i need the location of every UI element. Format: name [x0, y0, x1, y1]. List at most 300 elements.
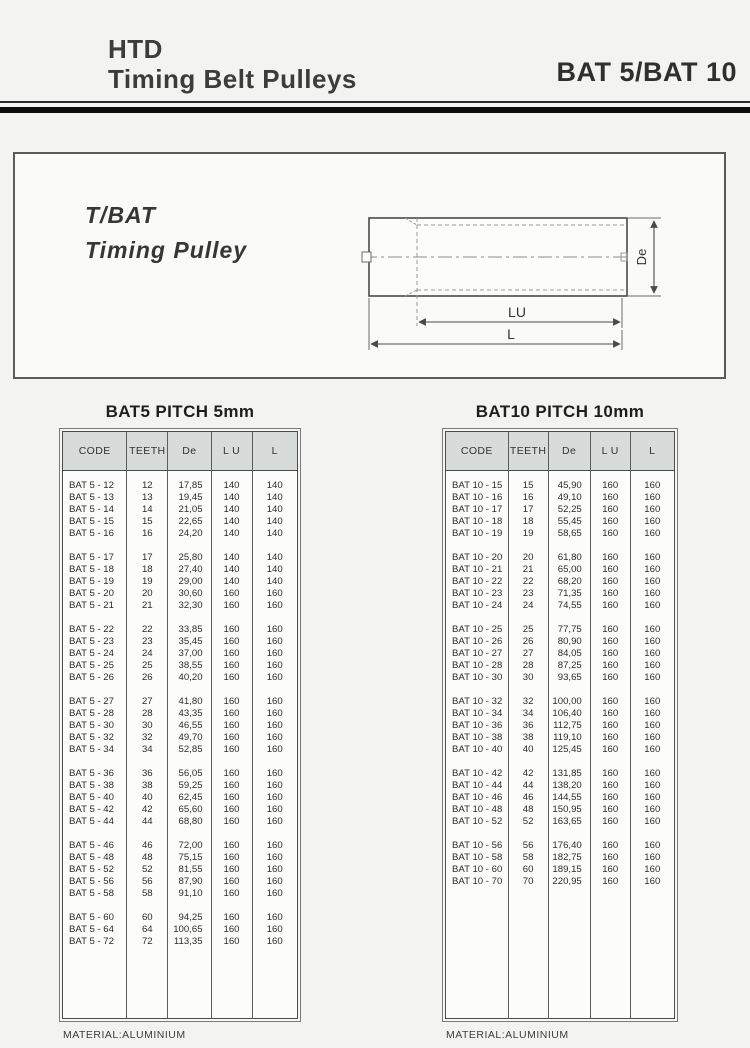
cell: BAT 5 - 48 [63, 852, 127, 864]
cell: BAT 5 - 44 [63, 816, 127, 828]
table-row [446, 564, 674, 576]
cell: BAT 5 - 52 [63, 864, 127, 876]
cell: BAT 5 - 22 [63, 624, 127, 636]
spacer-cell [127, 900, 168, 912]
cell: 160 [266, 792, 283, 803]
spacer-cell [63, 900, 127, 912]
group-spacer-row [63, 540, 297, 552]
table-row [446, 708, 674, 720]
cell: 16 [127, 528, 168, 540]
cell: 32,30 [168, 600, 211, 612]
cell: 160 [591, 876, 631, 888]
cell: 160 [212, 636, 253, 648]
spacer-cell [63, 612, 127, 624]
cell: 12 [127, 480, 168, 492]
cell: 61,80 [549, 552, 591, 564]
cell: 140 [266, 480, 283, 491]
cell: 52 [509, 816, 549, 828]
cell: 160 [644, 708, 661, 719]
page-title-line2: Timing Belt Pulleys [108, 64, 357, 94]
cell: 23 [127, 636, 168, 648]
cell: BAT 10 - 38 [446, 732, 509, 744]
table-row [63, 792, 297, 804]
table-row [446, 840, 674, 852]
table-row [63, 720, 297, 732]
cell: BAT 10 - 30 [446, 672, 509, 684]
cell: 160 [266, 720, 283, 731]
spacer-cell [549, 471, 591, 480]
table-row [63, 852, 297, 864]
cell: BAT 10 - 24 [446, 600, 509, 612]
spacer-cell [549, 756, 591, 768]
table-row [446, 660, 674, 672]
cell: BAT 10 - 18 [446, 516, 509, 528]
cell: 140 [212, 492, 253, 504]
cell: 160 [591, 636, 631, 648]
cell: 140 [266, 492, 283, 503]
cell: 26 [127, 672, 168, 684]
cell: 160 [591, 768, 631, 780]
cell: 160 [644, 576, 661, 587]
spacer-cell [446, 612, 509, 624]
cell: 160 [591, 588, 631, 600]
cell: 25 [127, 660, 168, 672]
cell: 140 [266, 504, 283, 515]
group-spacer-row [63, 828, 297, 840]
cell: BAT 5 - 46 [63, 840, 127, 852]
spacer-cell [446, 888, 509, 1018]
cell: 52,25 [549, 504, 591, 516]
cell: 160 [644, 732, 661, 743]
column-header-lu: L U [591, 432, 631, 470]
cell: 48 [509, 804, 549, 816]
cell: 176,40 [549, 840, 591, 852]
spacer-cell [168, 612, 211, 624]
column-header-lu: L U [212, 432, 253, 470]
cell: 140 [212, 528, 253, 540]
cell: BAT 5 - 64 [63, 924, 127, 936]
spacer-cell [63, 828, 127, 840]
group-spacer-row [446, 612, 674, 624]
spacer-cell [509, 612, 549, 624]
cell: 160 [266, 588, 283, 599]
cell: 160 [644, 840, 661, 851]
cell: 160 [212, 600, 253, 612]
table-row [63, 636, 297, 648]
cell: 160 [212, 852, 253, 864]
cell: 160 [591, 672, 631, 684]
cell: BAT 10 - 58 [446, 852, 509, 864]
cell: 160 [266, 864, 283, 875]
cell: 160 [644, 624, 661, 635]
cell: 220,95 [549, 876, 591, 888]
spacer-cell [549, 888, 591, 1018]
header-rule-thin [0, 101, 750, 103]
cell: BAT 10 - 48 [446, 804, 509, 816]
cell: 160 [266, 780, 283, 791]
cell: 160 [212, 924, 253, 936]
cell: 160 [266, 888, 283, 899]
cell: 94,25 [168, 912, 211, 924]
cell: BAT 5 - 23 [63, 636, 127, 648]
cell: 160 [644, 852, 661, 863]
cell: 40 [509, 744, 549, 756]
spacer-cell [127, 948, 168, 1018]
cell: BAT 10 - 20 [446, 552, 509, 564]
column-header-l: L [649, 445, 656, 457]
cell: 58,65 [549, 528, 591, 540]
spacer-cell [591, 756, 631, 768]
spacer-cell [253, 756, 297, 768]
cell: 160 [212, 708, 253, 720]
cell: BAT 5 - 56 [63, 876, 127, 888]
cell: 160 [644, 804, 661, 815]
page-title [108, 34, 357, 94]
table-row [446, 780, 674, 792]
table-row [446, 648, 674, 660]
cell: 160 [644, 768, 661, 779]
cell: BAT 10 - 15 [446, 480, 509, 492]
cell: 52,85 [168, 744, 211, 756]
cell: 46 [509, 792, 549, 804]
cell: BAT 10 - 22 [446, 576, 509, 588]
cell: 160 [591, 780, 631, 792]
cell: BAT 10 - 56 [446, 840, 509, 852]
spacer-cell [446, 540, 509, 552]
cell: 160 [212, 648, 253, 660]
bat10-table [445, 431, 675, 1019]
cell: 160 [644, 864, 661, 875]
cell: 160 [266, 600, 283, 611]
cell: 160 [266, 636, 283, 647]
cell: BAT 5 - 13 [63, 492, 127, 504]
material-note: MATERIAL:ALUMINIUM [446, 1029, 569, 1041]
cell: 140 [212, 516, 253, 528]
cell: 22,65 [168, 516, 211, 528]
table-row [63, 516, 297, 528]
column-header-de: De [168, 432, 211, 470]
cell: BAT 5 - 16 [63, 528, 127, 540]
spacer-cell [127, 756, 168, 768]
product-name-line2: Timing Pulley [85, 237, 248, 263]
column-header-teeth: TEETH [127, 432, 168, 470]
cell: 160 [591, 600, 631, 612]
column-header-l: L [271, 445, 278, 457]
spacer-cell [212, 828, 253, 840]
cell: 60 [509, 864, 549, 876]
table-row [446, 552, 674, 564]
spacer-cell [446, 828, 509, 840]
cell: 13 [127, 492, 168, 504]
cell: 160 [266, 672, 283, 683]
cell: 68,80 [168, 816, 211, 828]
cell: 18 [509, 516, 549, 528]
spacer-cell [591, 471, 631, 480]
bottom-fill-row [63, 948, 297, 1018]
spacer-cell [591, 540, 631, 552]
cell: BAT 5 - 60 [63, 912, 127, 924]
table-row [63, 492, 297, 504]
cell: 160 [591, 648, 631, 660]
spacer-cell [63, 471, 127, 480]
table-row [446, 576, 674, 588]
cell: BAT 5 - 26 [63, 672, 127, 684]
cell: 15 [509, 480, 549, 492]
cell: 140 [212, 576, 253, 588]
cell: 160 [591, 480, 631, 492]
product-name-line1: T/BAT [85, 202, 157, 228]
table-row [446, 636, 674, 648]
spacer-cell [127, 471, 168, 480]
bat5-table-title: BAT5 PITCH 5mm [105, 402, 255, 421]
spacer-cell [168, 540, 211, 552]
cell: 75,15 [168, 852, 211, 864]
spacer-cell [446, 684, 509, 696]
cell: BAT 5 - 19 [63, 576, 127, 588]
cell: 160 [644, 564, 661, 575]
cell: 160 [591, 564, 631, 576]
cell: BAT 10 - 40 [446, 744, 509, 756]
cell: 74,55 [549, 600, 591, 612]
cell: 112,75 [549, 720, 591, 732]
de-dimension-label: De [634, 248, 649, 266]
cell: 160 [266, 660, 283, 671]
table-row [63, 648, 297, 660]
cell: 58 [127, 888, 168, 900]
cell: 138,20 [549, 780, 591, 792]
group-spacer-row [446, 756, 674, 768]
table-header-row [63, 432, 297, 471]
diagram-panel [13, 152, 726, 379]
cell: 160 [591, 516, 631, 528]
cell: 160 [591, 576, 631, 588]
cell: BAT 10 - 25 [446, 624, 509, 636]
cell: BAT 5 - 34 [63, 744, 127, 756]
cell: 36 [509, 720, 549, 732]
spacer-cell [631, 612, 674, 624]
spacer-cell [631, 684, 674, 696]
cell: 93,65 [549, 672, 591, 684]
cell: BAT 5 - 12 [63, 480, 127, 492]
bat5-table [62, 431, 298, 1019]
cell: 160 [591, 660, 631, 672]
cell: 87,90 [168, 876, 211, 888]
cell: BAT 10 - 23 [446, 588, 509, 600]
cell: BAT 10 - 46 [446, 792, 509, 804]
cell: 140 [212, 504, 253, 516]
cell: BAT 5 - 20 [63, 588, 127, 600]
cell: 125,45 [549, 744, 591, 756]
table-row [446, 792, 674, 804]
cell: 160 [644, 516, 661, 527]
cell: 40,20 [168, 672, 211, 684]
cell: 160 [266, 936, 283, 947]
cell: 160 [212, 864, 253, 876]
cell: 28 [509, 660, 549, 672]
cell: 24 [509, 600, 549, 612]
cell: 160 [644, 528, 661, 539]
table-row [63, 768, 297, 780]
cell: 49,10 [549, 492, 591, 504]
cell: 33,85 [168, 624, 211, 636]
group-spacer-row [63, 756, 297, 768]
cell: 160 [212, 792, 253, 804]
cell: BAT 5 - 30 [63, 720, 127, 732]
cell: 38 [509, 732, 549, 744]
cell: 22 [509, 576, 549, 588]
cell: 64 [127, 924, 168, 936]
spacer-cell [509, 756, 549, 768]
cell: 20 [127, 588, 168, 600]
cell: 56,05 [168, 768, 211, 780]
cell: 46 [127, 840, 168, 852]
cell: BAT 5 - 38 [63, 780, 127, 792]
table-row [63, 564, 297, 576]
cell: 25,80 [168, 552, 211, 564]
spacer-cell [591, 612, 631, 624]
cell: 160 [591, 840, 631, 852]
cell: 100,00 [549, 696, 591, 708]
table-row [446, 600, 674, 612]
table-row [446, 864, 674, 876]
cell: 17 [509, 504, 549, 516]
cell: 42 [127, 804, 168, 816]
cell: 140 [266, 516, 283, 527]
cell: 160 [266, 768, 283, 779]
cell: 49,70 [168, 732, 211, 744]
page-title-line1: HTD [108, 34, 163, 64]
cell: 24,20 [168, 528, 211, 540]
cell: 160 [212, 744, 253, 756]
table-row [446, 480, 674, 492]
table-row [63, 744, 297, 756]
cell: BAT 10 - 26 [446, 636, 509, 648]
cell: 30,60 [168, 588, 211, 600]
cell: 87,25 [549, 660, 591, 672]
cell: BAT 10 - 44 [446, 780, 509, 792]
cell: 160 [212, 672, 253, 684]
spacer-cell [168, 471, 211, 480]
spacer-cell [212, 684, 253, 696]
cell: 52 [127, 864, 168, 876]
table-row [63, 816, 297, 828]
cell: 160 [591, 696, 631, 708]
cell: 70 [509, 876, 549, 888]
cell: 160 [266, 840, 283, 851]
cell: 160 [591, 792, 631, 804]
spacer-cell [631, 471, 674, 480]
spacer-cell [509, 828, 549, 840]
cell: BAT 5 - 28 [63, 708, 127, 720]
spacer-cell [212, 900, 253, 912]
cell: 71,35 [549, 588, 591, 600]
spacer-cell [127, 612, 168, 624]
cell: 160 [644, 648, 661, 659]
cell: 27 [509, 648, 549, 660]
cell: BAT 10 - 19 [446, 528, 509, 540]
cell: 45,90 [549, 480, 591, 492]
cell: BAT 5 - 27 [63, 696, 127, 708]
table-row [63, 696, 297, 708]
cell: 160 [591, 528, 631, 540]
table-row [446, 492, 674, 504]
spacer-cell [168, 756, 211, 768]
spacer-cell [253, 540, 297, 552]
cell: 160 [212, 816, 253, 828]
cell: 160 [212, 720, 253, 732]
cell: BAT 5 - 58 [63, 888, 127, 900]
spacer-cell [631, 828, 674, 840]
cell: 56 [509, 840, 549, 852]
cell: BAT 5 - 21 [63, 600, 127, 612]
spacer-cell [549, 540, 591, 552]
cell: 160 [266, 648, 283, 659]
cell: 22 [127, 624, 168, 636]
spacer-cell [127, 540, 168, 552]
cell: 160 [591, 708, 631, 720]
cell: 19,45 [168, 492, 211, 504]
table-row [63, 552, 297, 564]
cell: 160 [212, 888, 253, 900]
cell: 25 [509, 624, 549, 636]
cell: BAT 10 - 52 [446, 816, 509, 828]
cell: 32 [127, 732, 168, 744]
table-row [63, 588, 297, 600]
cell: BAT 5 - 15 [63, 516, 127, 528]
group-spacer-row [63, 900, 297, 912]
cell: 24 [127, 648, 168, 660]
cell: 21,05 [168, 504, 211, 516]
cell: 160 [266, 816, 283, 827]
cell: 140 [212, 552, 253, 564]
spacer-cell [127, 828, 168, 840]
table-row [446, 504, 674, 516]
spacer-cell [168, 828, 211, 840]
spacer-cell [549, 684, 591, 696]
cell: 16 [509, 492, 549, 504]
spacer-cell [509, 684, 549, 696]
cell: 40 [127, 792, 168, 804]
cell: 56 [127, 876, 168, 888]
cell: 17,85 [168, 480, 211, 492]
cell: 91,10 [168, 888, 211, 900]
spacer-cell [212, 471, 253, 480]
cell: 68,20 [549, 576, 591, 588]
cell: 182,75 [549, 852, 591, 864]
cell: 140 [212, 480, 253, 492]
cell: BAT 10 - 28 [446, 660, 509, 672]
spacer-cell [253, 684, 297, 696]
cell: 18 [127, 564, 168, 576]
cell: 160 [644, 792, 661, 803]
cell: BAT 5 - 18 [63, 564, 127, 576]
cell: 140 [266, 564, 283, 575]
cell: BAT 10 - 32 [446, 696, 509, 708]
pulley-drawing [357, 190, 669, 360]
cell: 62,45 [168, 792, 211, 804]
table-row [63, 912, 297, 924]
spacer-cell [63, 948, 127, 1018]
spacer-cell [253, 471, 297, 480]
table-row [63, 732, 297, 744]
column-header-code: CODE [63, 432, 127, 470]
cell: 160 [591, 492, 631, 504]
product-name [85, 198, 247, 268]
spacer-cell [212, 948, 253, 1018]
spacer-cell [631, 540, 674, 552]
group-spacer-row [446, 684, 674, 696]
cell: 160 [266, 852, 283, 863]
